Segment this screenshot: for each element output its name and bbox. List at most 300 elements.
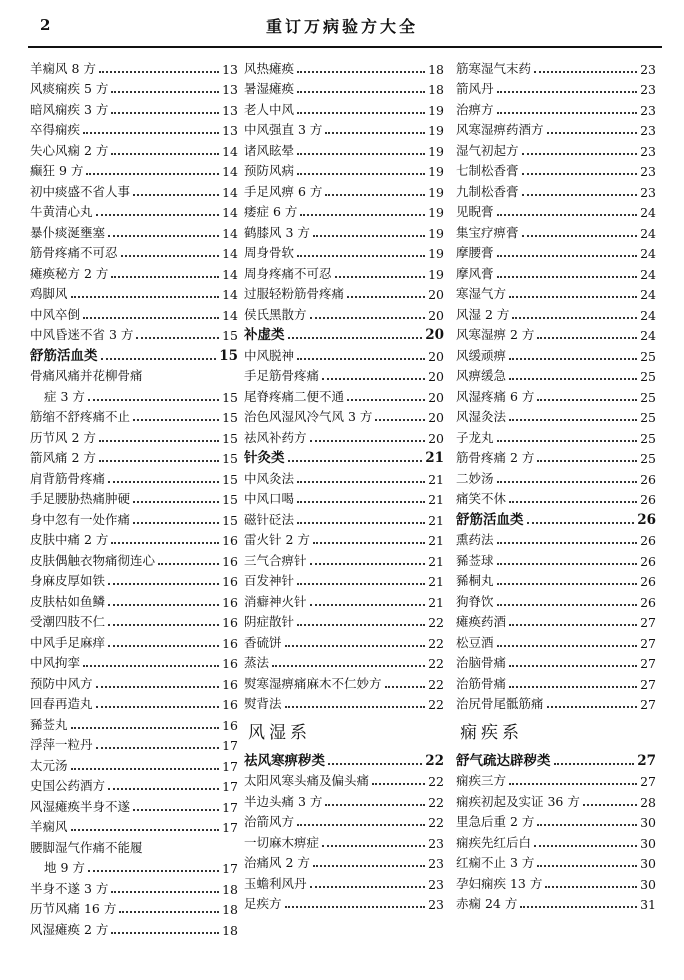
toc-entry-title: 瘫痪秘方 2 方: [30, 265, 109, 281]
toc-entry-title: 手足腰胁热痛肿硬: [30, 491, 131, 506]
toc-entry-page: 27: [640, 656, 656, 671]
toc-entry-page: 13: [222, 82, 238, 97]
toc-entry-page: 14: [222, 205, 238, 220]
toc-entry-page: 13: [222, 102, 238, 118]
toc-category-heading: [30, 343, 238, 364]
toc-entry: [456, 97, 656, 118]
dot-leader: [297, 481, 425, 483]
toc-entry-page: 18: [222, 881, 238, 897]
toc-entry-title: 骨痛风痛并花柳骨痛: [30, 368, 143, 383]
toc-entry-page: 19: [428, 123, 444, 138]
toc-entry-page: 24: [640, 307, 656, 323]
toc-entry-title: 消癖神火针: [244, 593, 307, 609]
toc-entry-page: 27: [640, 615, 656, 630]
toc-entry-title: 痿症 6 方: [244, 204, 298, 219]
toc-entry-title: 皮肤中痛 2 方: [30, 532, 109, 547]
toc-entry: [244, 97, 444, 118]
toc-entry-title: 风缓顽痹: [456, 347, 507, 363]
toc-entry-title: 卒得痫疾: [30, 122, 81, 137]
toc-entry-page: 17: [222, 779, 238, 794]
toc-entry-title: 中风卒倒: [30, 306, 81, 322]
dot-leader: [108, 604, 219, 606]
dot-leader: [385, 686, 425, 688]
toc-entry: [30, 487, 238, 508]
dot-leader: [537, 460, 637, 462]
toc-entry: [456, 630, 656, 651]
dot-leader: [537, 399, 637, 401]
toc-entry-title: 癫狂 9 方: [30, 163, 84, 178]
toc-entry-title: 鹤膝风 3 方: [244, 224, 310, 240]
dot-leader: [111, 891, 219, 893]
toc-entry-title: 摩腰膏: [456, 245, 494, 260]
toc-entry: [30, 97, 238, 118]
toc-entry-page: 19: [428, 205, 444, 220]
toc-entry: [30, 302, 238, 323]
toc-entry-page: 14: [222, 287, 238, 302]
toc-entry-title: 里急后重 2 方: [456, 814, 535, 829]
toc-entry: [456, 364, 656, 385]
toc-entry-page: 21: [428, 492, 444, 507]
toc-entry-page: 16: [222, 717, 238, 733]
toc-entry-title: 豨桐丸: [456, 573, 494, 588]
dot-leader: [497, 214, 637, 216]
dot-leader: [310, 440, 425, 442]
dot-leader: [347, 399, 425, 401]
toc-entry-page: 24: [640, 205, 656, 220]
dot-leader: [88, 870, 219, 872]
dot-leader: [509, 378, 637, 380]
toc-entry: [30, 179, 238, 200]
dot-leader: [322, 378, 425, 380]
toc-entry-title: 周身骨软: [244, 245, 295, 260]
dot-leader: [133, 501, 219, 503]
toc-entry-page: 25: [640, 430, 656, 446]
toc-entry-title: 尾脊疼痛二便不通: [244, 388, 345, 404]
dot-leader: [497, 481, 637, 483]
dot-leader: [71, 768, 219, 770]
toc-entry-title: 祛风补药方: [244, 429, 307, 445]
dot-leader: [347, 296, 425, 298]
toc-entry: [244, 261, 444, 282]
toc-entry-page: 15: [222, 430, 238, 446]
toc-category-heading: [244, 446, 444, 467]
dot-leader: [522, 235, 637, 237]
toc-entry-page: 26: [640, 471, 656, 487]
dot-leader: [509, 783, 637, 785]
toc-entry-title: 浮萍一粒丹: [30, 737, 93, 752]
toc-entry-page: 24: [640, 225, 656, 241]
toc-entry-page: 23: [428, 897, 444, 912]
dot-leader: [522, 153, 637, 155]
toc-entry-title: 身中忽有一处作痛: [30, 511, 131, 527]
toc-entry: [30, 815, 238, 836]
toc-entry-page: 21: [428, 594, 444, 610]
toc-entry: [30, 876, 238, 897]
dot-leader: [297, 91, 425, 93]
toc-entry-page: 26: [640, 574, 656, 589]
toc-entry: [456, 425, 656, 446]
toc-entry-title: 针灸类: [244, 450, 285, 466]
toc-entry-title: 七制松香膏: [456, 163, 519, 178]
toc-entry-title: 痫疾三方: [456, 773, 507, 788]
toc-entry-page: 17: [222, 799, 238, 815]
toc-entry: [30, 671, 238, 692]
dot-leader: [509, 296, 637, 298]
toc-entry-page: 16: [222, 635, 238, 651]
toc-entry: [244, 651, 444, 672]
toc-entry-title: 风痹缓急: [456, 368, 507, 383]
dot-leader: [136, 337, 219, 339]
toc-entry-page: 24: [640, 287, 656, 302]
book-title: 重订万病验方大全: [265, 17, 418, 36]
toc-entry-title: 治箭风方: [244, 814, 295, 829]
toc-entry: [244, 466, 444, 487]
toc-entry-title: 熨背法: [244, 696, 282, 711]
dot-leader: [497, 542, 637, 544]
toc-entry-title: 风寒湿痹 2 方: [456, 327, 535, 342]
toc-entry: [30, 753, 238, 774]
toc-entry-title: 孕妇痫疾 13 方: [456, 875, 543, 891]
toc-entry-title: 中风口喝: [244, 491, 295, 506]
toc-entry: [244, 241, 444, 262]
dot-leader: [108, 583, 219, 585]
toc-entry-title: 历节风痛 16 方: [30, 901, 117, 916]
toc-entry-page: 27: [640, 635, 656, 651]
toc-entry: [244, 179, 444, 200]
toc-entry: [244, 384, 444, 405]
toc-entry-title: 手足筋骨疼痛: [244, 368, 320, 383]
toc-entry-title: 箭风丹: [456, 81, 494, 96]
toc-entry-title: 暴仆痰涎壅塞: [30, 224, 106, 240]
toc-entry: [30, 528, 238, 549]
toc-entry: [30, 282, 238, 303]
toc-entry-title: 受潮四肢不仁: [30, 614, 106, 629]
dot-leader: [527, 522, 635, 524]
toc-entry-page: 19: [428, 164, 444, 179]
toc-entry: [244, 507, 444, 528]
toc-entry-page: 16: [222, 656, 238, 671]
toc-entry: [456, 487, 656, 508]
dot-leader: [297, 255, 425, 257]
toc-entry-title: 风湿瘫痪 2 方: [30, 921, 109, 937]
dot-leader: [121, 255, 219, 257]
toc-entry: [30, 220, 238, 241]
toc-entry-page: 21: [428, 553, 444, 569]
toc-entry: [30, 159, 238, 180]
toc-entry-title: 蒸法: [244, 655, 270, 670]
toc-entry: [30, 630, 238, 651]
toc-entry-page: 30: [640, 835, 656, 851]
dot-leader: [119, 911, 219, 913]
toc-entry-title: 豨莶球: [456, 552, 494, 568]
toc-entry-title: 失心风痫 2 方: [30, 142, 109, 158]
toc-entry-title: 老人中风: [244, 101, 295, 117]
toc-entry-title: 皮肤偶触衣物痛彻连心: [30, 552, 156, 568]
dot-leader: [285, 906, 425, 908]
dot-leader: [547, 132, 637, 134]
toc-entry-page: 23: [428, 856, 444, 871]
toc-entry-title: 筋骨疼痛不可忍: [30, 245, 118, 260]
toc-entry-page: 31: [640, 897, 656, 912]
toc-entry-page: 14: [222, 164, 238, 179]
toc-entry-title: 子龙丸: [456, 429, 494, 445]
toc-entry: [456, 138, 656, 159]
dot-leader: [335, 276, 425, 278]
toc-entry-title: 摩风膏: [456, 265, 494, 281]
toc-entry-page: 18: [428, 82, 444, 97]
toc-entry: [30, 733, 238, 754]
dot-leader: [310, 886, 425, 888]
toc-entry-title: 三气合痹针: [244, 552, 307, 568]
toc-entry-title: 红痫不止 3 方: [456, 855, 535, 870]
dot-leader: [537, 865, 637, 867]
toc-entry-page: 14: [222, 266, 238, 282]
dot-leader: [108, 235, 219, 237]
toc-entry: [30, 364, 238, 385]
toc-entry: [456, 446, 656, 467]
toc-entry: [456, 220, 656, 241]
dot-leader: [96, 686, 219, 688]
dot-leader: [133, 809, 219, 811]
toc-entry: [244, 692, 444, 713]
dot-leader: [297, 358, 425, 360]
dot-leader: [297, 501, 425, 503]
toc-entry-title: 太元汤: [30, 757, 68, 773]
toc-entry: [30, 200, 238, 221]
toc-entry: [30, 897, 238, 918]
toc-entry-page: 22: [425, 752, 444, 769]
toc-entry-title: 二妙汤: [456, 470, 494, 486]
toc-entry-title: 症 3 方: [44, 388, 85, 404]
toc-entry-page: 15: [222, 512, 238, 528]
toc-entry-title: 羊痫风: [30, 819, 68, 834]
toc-entry-title: 痛笑不休: [456, 491, 507, 506]
toc-entry-page: 23: [640, 184, 656, 200]
toc-entry: [456, 77, 656, 98]
toc-entry-page: 16: [222, 615, 238, 630]
toc-entry-page: 23: [640, 143, 656, 159]
toc-entry-page: 24: [640, 328, 656, 343]
toc-entry-title: 香硫饼: [244, 634, 282, 650]
dot-leader: [108, 624, 219, 626]
toc-entry-page: 20: [428, 389, 444, 405]
toc-entry-page: 17: [222, 820, 238, 835]
toc-entry: [456, 589, 656, 610]
toc-entry-page: 14: [222, 246, 238, 261]
dot-leader: [497, 563, 637, 565]
toc-entry: [30, 507, 238, 528]
toc-entry-title: 熏药法: [456, 532, 494, 547]
dot-leader: [522, 173, 637, 175]
dot-leader: [96, 214, 219, 216]
dot-leader: [71, 829, 219, 831]
toc-entry: [456, 892, 656, 913]
toc-entry-title: 暑湿瘫痪: [244, 81, 295, 96]
dot-leader: [300, 214, 425, 216]
toc-entry-page: 16: [222, 697, 238, 712]
toc-entry-page: 19: [428, 225, 444, 241]
toc-entry-title: 治筋骨痛: [456, 675, 507, 691]
dot-leader: [509, 358, 637, 360]
toc-entry-page: 27: [640, 774, 656, 789]
toc-list: [244, 56, 444, 712]
dot-leader: [158, 563, 219, 565]
dot-leader: [297, 153, 425, 155]
dot-leader: [328, 763, 422, 765]
toc-entry-page: 19: [428, 184, 444, 200]
toc-entry-title: 初中痰盛不省人事: [30, 183, 131, 199]
toc-entry: [456, 871, 656, 892]
toc-entry-title: 暗风痫疾 3 方: [30, 101, 109, 117]
toc-entry-page: 14: [222, 307, 238, 323]
toc-entry: [244, 405, 444, 426]
dot-leader: [497, 91, 637, 93]
toc-entry-title: 中风强直 3 方: [244, 122, 323, 137]
section-title-xiji: 痫疾系: [460, 722, 523, 743]
toc-entry: [244, 671, 444, 692]
toc-entry: [456, 405, 656, 426]
section-title-fengshi: 风湿系: [248, 722, 311, 743]
toc-entry-title: 舒筋活血类: [456, 511, 524, 528]
toc-entry: [244, 200, 444, 221]
dot-leader: [325, 194, 425, 196]
toc-entry-page: 25: [640, 369, 656, 384]
toc-entry: [30, 651, 238, 672]
toc-entry-page: 21: [428, 533, 444, 548]
dot-leader: [288, 460, 423, 462]
toc-entry: [244, 56, 444, 77]
dot-leader: [71, 296, 219, 298]
toc-entry-title: 风湿灸法: [456, 409, 507, 424]
dot-leader: [108, 481, 219, 483]
toc-entry-page: 27: [640, 697, 656, 712]
toc-entry-title: 治尻骨尾骶筋痛: [456, 696, 544, 711]
dot-leader: [288, 337, 423, 339]
toc-entry-title: 太阳风寒头痛及偏头痛: [244, 773, 370, 788]
toc-entry: [30, 712, 238, 733]
dot-leader: [554, 763, 635, 765]
toc-entry-page: 26: [640, 594, 656, 610]
toc-entry-page: 23: [640, 61, 656, 77]
toc-entry-title: 皮肤枯如鱼鳞: [30, 593, 106, 609]
toc-entry-title: 身麻皮厚如铁: [30, 573, 106, 588]
toc-entry-title: 补虚类: [244, 327, 285, 343]
toc-entry: [244, 77, 444, 98]
toc-entry-title: 豨莶丸: [30, 716, 68, 732]
toc-entry: [244, 302, 444, 323]
toc-entry-title: 瘫痪药酒: [456, 614, 507, 629]
toc-entry: [456, 548, 656, 569]
toc-entry: [244, 425, 444, 446]
toc-entry-page: 26: [640, 553, 656, 569]
toc-entry-page: 25: [640, 348, 656, 364]
dot-leader: [537, 824, 637, 826]
toc-entry-title: 风湿疼痛 6 方: [456, 388, 535, 404]
toc-entry: [456, 179, 656, 200]
toc-entry: [244, 138, 444, 159]
toc-entry-page: 25: [640, 410, 656, 425]
toc-entry: [30, 569, 238, 590]
toc-entry-title: 风湿瘫痪半身不遂: [30, 798, 131, 814]
toc-entry-title: 历节风 2 方: [30, 429, 96, 445]
toc-entry-title: 松豆酒: [456, 634, 494, 650]
toc-entry-title: 筋寒湿气末药: [456, 60, 532, 76]
toc-entry-page: 16: [222, 594, 238, 610]
toc-entry: [30, 56, 238, 77]
dot-leader: [108, 788, 219, 790]
dot-leader: [133, 194, 219, 196]
toc-entry-title: 预防风病: [244, 163, 295, 178]
toc-entry: [456, 282, 656, 303]
dot-leader: [520, 906, 637, 908]
toc-entry: [244, 343, 444, 364]
toc-entry-title: 羊痫风 8 方: [30, 60, 96, 76]
toc-category-heading: [456, 748, 656, 769]
dot-leader: [99, 440, 219, 442]
toc-entry-title: 中风脱神: [244, 347, 295, 363]
toc-entry: [456, 241, 656, 262]
toc-entry: [30, 384, 238, 405]
toc-entry-page: 20: [425, 327, 444, 343]
dot-leader: [272, 665, 425, 667]
dot-leader: [509, 665, 637, 667]
toc-entry-page: 16: [222, 553, 238, 569]
toc-entry: [244, 871, 444, 892]
toc-entry-page: 27: [637, 752, 656, 769]
toc-entry: [30, 917, 238, 938]
dot-leader: [537, 337, 637, 339]
toc-entry-title: 玉蟾利风丹: [244, 875, 307, 891]
toc-entry: [456, 261, 656, 282]
toc-entry: [30, 610, 238, 631]
toc-entry: [456, 851, 656, 872]
toc-entry: [456, 302, 656, 323]
dot-leader: [545, 886, 637, 888]
toc-entry: [30, 118, 238, 139]
toc-entry-title: 熨寒湿痹痛麻木不仁妙方: [244, 675, 382, 691]
toc-list: [456, 748, 656, 912]
toc-entry-title: 治脑骨痛: [456, 655, 507, 670]
toc-category-heading: [456, 507, 656, 528]
toc-entry-page: 26: [637, 511, 656, 528]
toc-entry-page: 20: [428, 430, 444, 446]
toc-entry-title: 痫疾初起及实证 36 方: [456, 793, 580, 809]
toc-entry-page: 26: [640, 533, 656, 548]
toc-entry-title: 集宝疗痹膏: [456, 224, 519, 240]
dot-leader: [111, 91, 219, 93]
dot-leader: [583, 804, 637, 806]
toc-entry-page: 19: [428, 102, 444, 118]
toc-entry-title: 预防中风方: [30, 675, 93, 691]
toc-entry: [30, 261, 238, 282]
toc-entry-page: 20: [428, 369, 444, 384]
toc-entry-title: 地 9 方: [44, 860, 85, 875]
dot-leader: [297, 71, 425, 73]
dot-leader: [497, 440, 637, 442]
dot-leader: [534, 845, 637, 847]
toc-entry-title: 中风灸法: [244, 470, 295, 486]
toc-entry-page: 22: [428, 635, 444, 651]
toc-entry-page: 15: [222, 410, 238, 425]
toc-entry-title: 见睨膏: [456, 204, 494, 219]
toc-entry-title: 诸风眩晕: [244, 142, 295, 158]
toc-entry: [244, 282, 444, 303]
dot-leader: [108, 645, 219, 647]
dot-leader: [133, 419, 219, 421]
dot-leader: [99, 460, 219, 462]
toc-entry: [30, 466, 238, 487]
toc-entry: [30, 446, 238, 467]
